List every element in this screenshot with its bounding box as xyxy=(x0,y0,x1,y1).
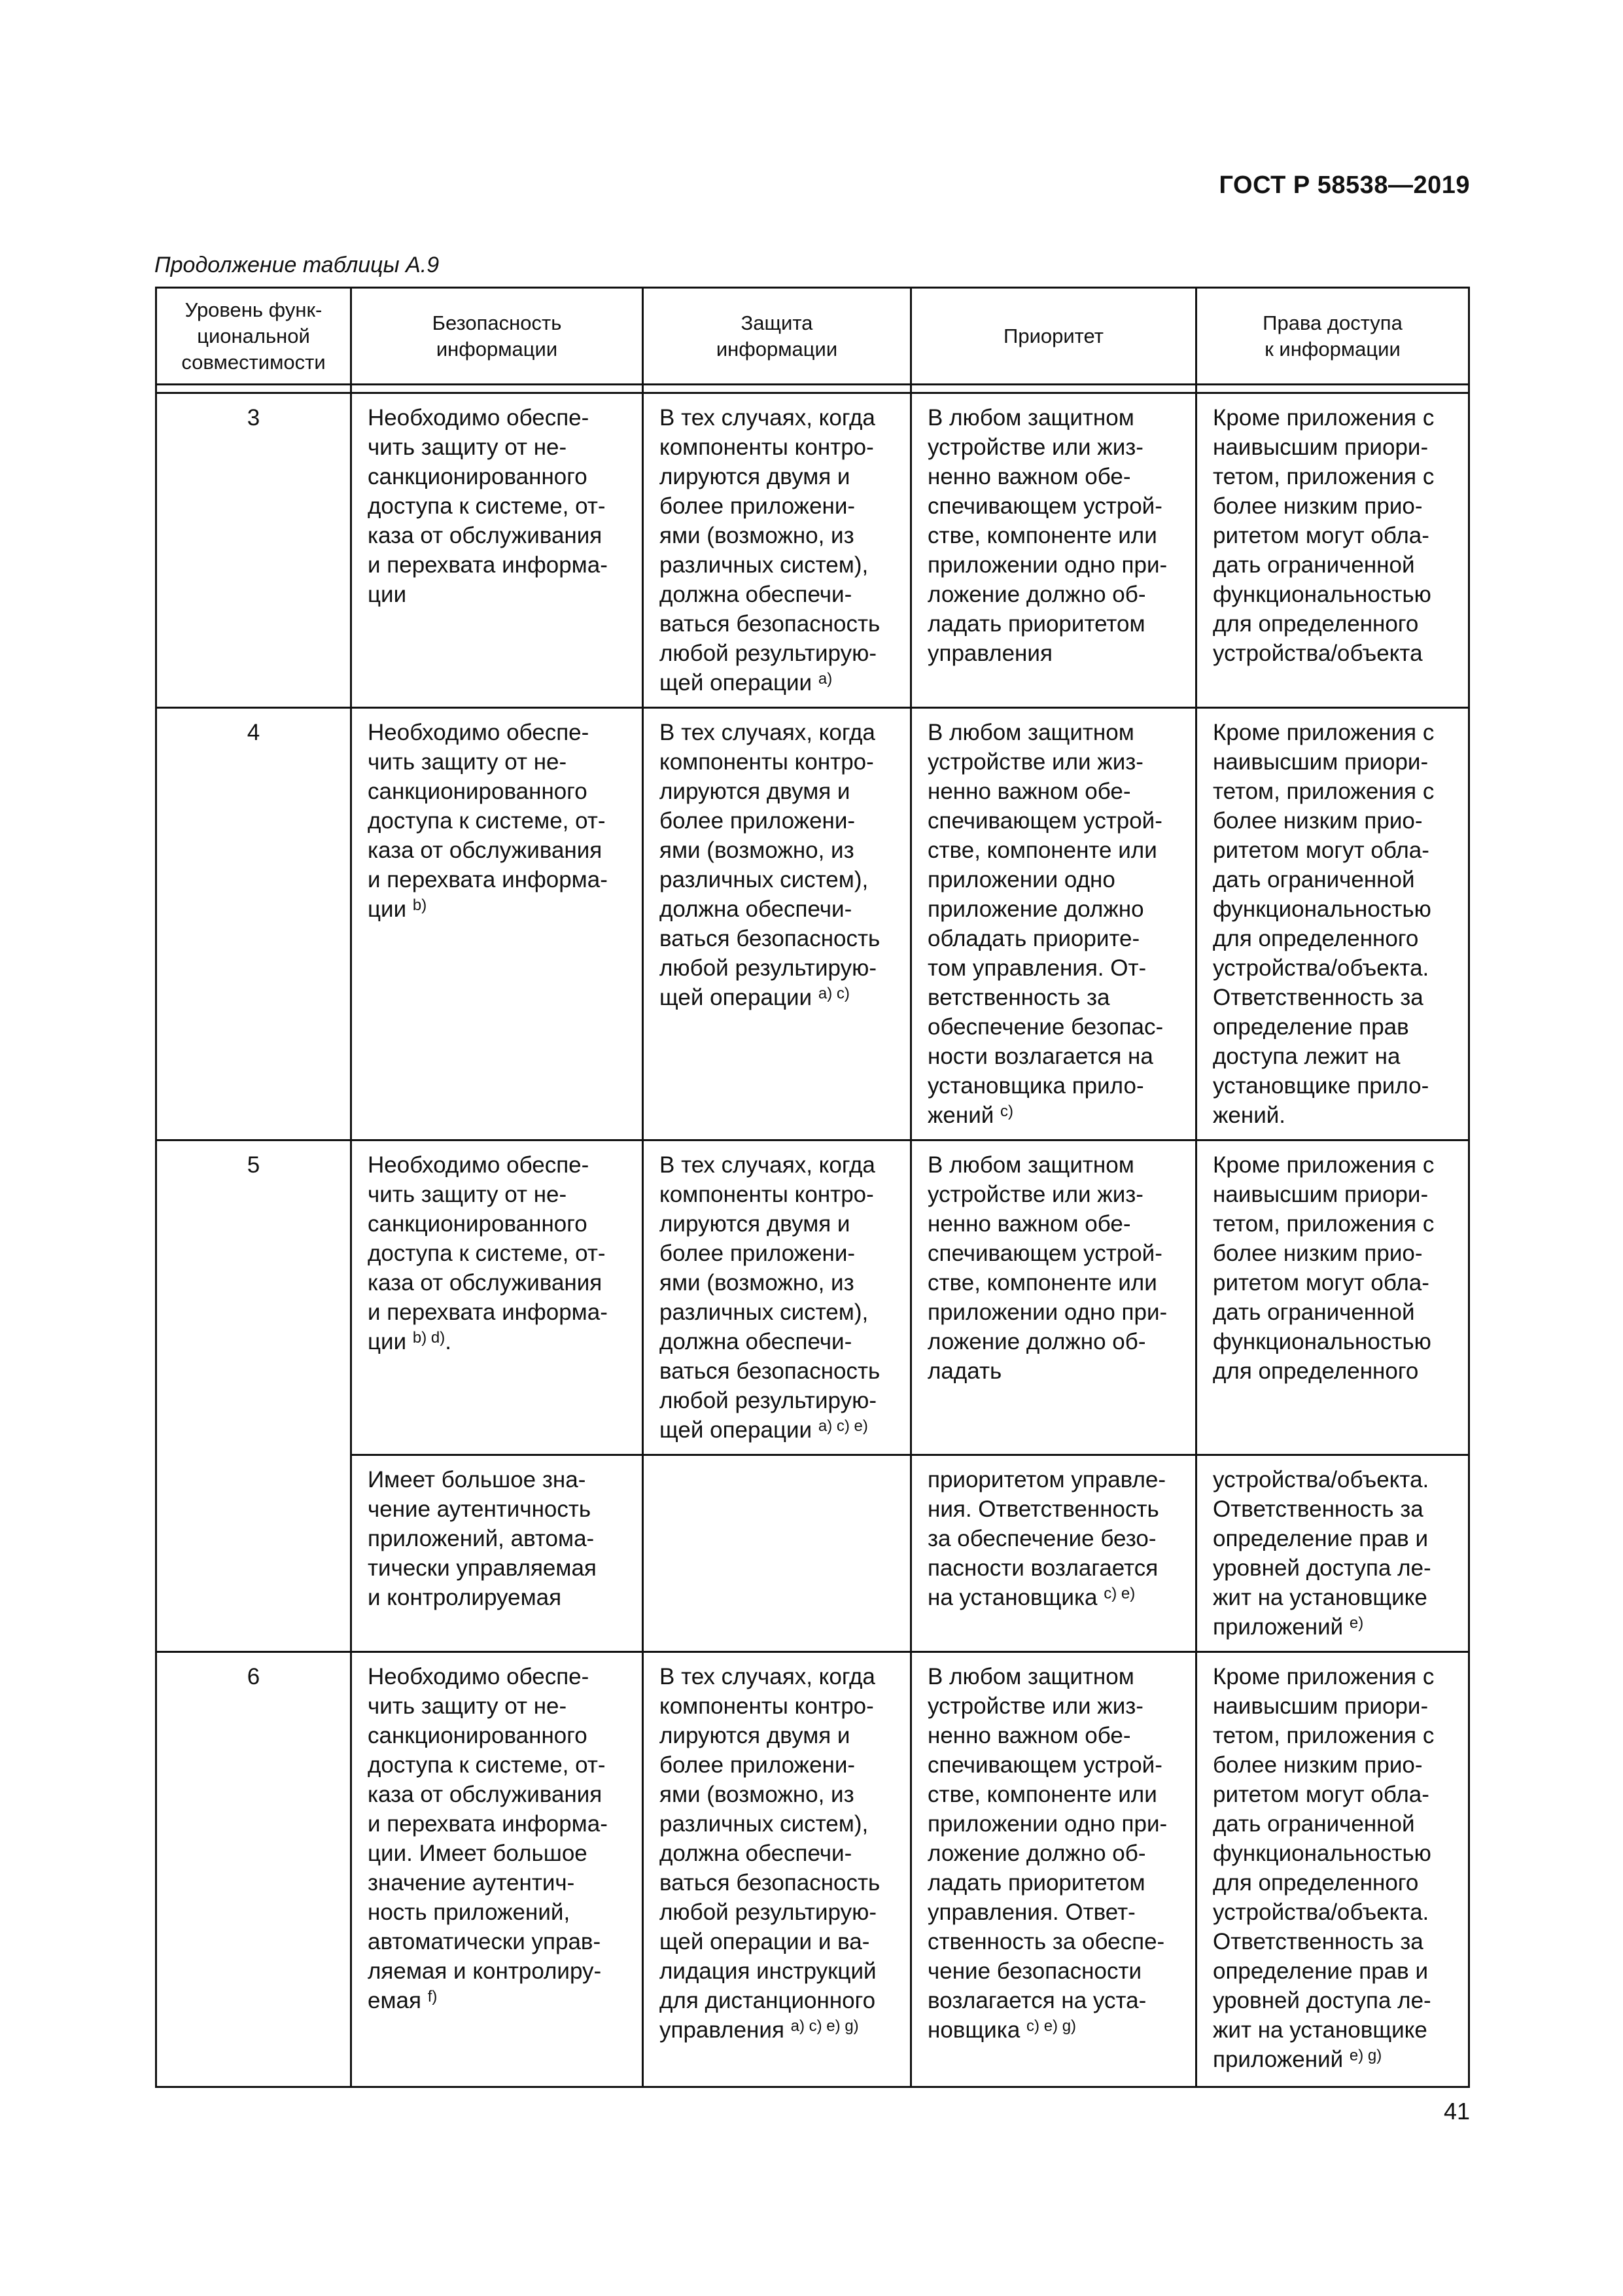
table-row xyxy=(156,393,1469,708)
protection-cell xyxy=(643,393,911,708)
table-caption: Продолжение таблицы А.9 xyxy=(154,253,440,277)
priority-text: В любом защитном устройстве или жиз- ненно важном обе- спечивающем устрой- стве, компоненте или приложении одно при- ложение должно об- ладать xyxy=(928,1152,1168,1384)
security-text: Необходимо обеспе- чить защиту от не- санкционированного доступа к системе, от- каза от обслуживания и перехвата информа- ции xyxy=(368,720,608,922)
compatibility-table xyxy=(155,287,1470,2088)
access-text: Кроме приложения с наивысшим приори- тетом, приложения с более низким прио- ритетом могут обла- дать ограниченной функциональностью для определенного устройства/объекта xyxy=(1213,405,1435,666)
access-text: Кроме приложения с наивысшим приори- тетом, приложения с более низким прио- ритетом могут обла- дать ограниченной функциональностью для определенного устройства/объекта. Ответственность за определение прав доступа лежит на установщике прило- жений. xyxy=(1213,720,1435,1128)
table-row xyxy=(156,1652,1469,2087)
footnote-ref: a) c) e) g) xyxy=(790,2017,859,2035)
security-text: Необходимо обеспе- чить защиту от не- санкционированного доступа к системе, от- каза от обслуживания и перехвата информа- ции. Имеет большое значение аутентич- ность приложений, автоматически управ- ляемая и контролиру- емая xyxy=(368,1664,608,2013)
priority-cell xyxy=(911,1140,1196,1455)
header-protection: Защита информации xyxy=(643,288,911,385)
protection-text: В тех случаях, когда компоненты контро- лируются двумя и более приложени- ями (возможно, из различных систем), должна обеспечи- ваться безопасность любой результирую- щей операции и ва- лидация инструкций для дистанционного управления xyxy=(659,1664,881,2043)
protection-text: В тех случаях, когда компоненты контро- лируются двумя и более приложени- ями (возможно, из различных систем), должна обеспечи- ваться безопасность любой результирую- щей операции xyxy=(659,720,881,1010)
header-level: Уровень функ- циональной совместимости xyxy=(156,288,351,385)
access-cell xyxy=(1196,393,1469,708)
table-row xyxy=(156,1140,1469,1455)
priority-cell xyxy=(911,708,1196,1140)
protection-cell xyxy=(643,708,911,1140)
access-cell xyxy=(1196,708,1469,1140)
protection-cell xyxy=(643,1652,911,2087)
footnote-ref: c) e) g) xyxy=(1026,2017,1077,2035)
security-tail: . xyxy=(445,1329,451,1354)
footnote-ref: e) xyxy=(1349,1614,1364,1632)
security-cell xyxy=(351,1140,643,1455)
access-cell xyxy=(1196,1652,1469,2087)
table-row xyxy=(156,1455,1469,1652)
level-cell: 5 xyxy=(156,1140,351,1652)
priority-cell xyxy=(911,393,1196,708)
security-cell xyxy=(351,1652,643,2087)
access-cell xyxy=(1196,1140,1469,1455)
footnote-ref: c) xyxy=(1000,1103,1014,1120)
access-text: устройства/объекта. Ответственность за определение прав и уровней доступа ле- жит на установщике приложений xyxy=(1213,1467,1431,1640)
priority-text: В любом защитном устройстве или жиз- ненно важном обе- спечивающем устрой- стве, компоненте или приложении одно при- ложение должно об- ладать приоритетом управления xyxy=(928,405,1168,666)
page-number: 41 xyxy=(1443,2098,1470,2125)
protection-cell xyxy=(643,1455,911,1652)
protection-cell xyxy=(643,1140,911,1455)
access-cell xyxy=(1196,1455,1469,1652)
protection-text: В тех случаях, когда компоненты контро- лируются двумя и более приложени- ями (возможно, из различных систем), должна обеспечи- ваться безопасность любой результирую- щей операции xyxy=(659,405,881,696)
security-cell xyxy=(351,1455,643,1652)
security-text: Необходимо обеспе- чить защиту от не- санкционированного доступа к системе, от- каза от обслуживания и перехвата информа- ции xyxy=(368,1152,608,1354)
priority-cell xyxy=(911,1455,1196,1652)
access-text: Кроме приложения с наивысшим приори- тетом, приложения с более низким прио- ритетом могут обла- дать ограниченной функциональностью для определенного xyxy=(1213,1152,1435,1384)
protection-text: В тех случаях, когда компоненты контро- лируются двумя и более приложени- ями (возможно, из различных систем), должна обеспечи- ваться безопасность любой результирую- щей операции xyxy=(659,1152,881,1443)
footnote-ref: a) c) e) xyxy=(818,1417,868,1435)
security-text: Необходимо обеспе- чить защиту от не- санкционированного доступа к системе, от- каза от обслуживания и перехвата информа- ции xyxy=(368,405,608,607)
header-priority: Приоритет xyxy=(911,288,1196,385)
table-row xyxy=(156,708,1469,1140)
footnote-ref: e) g) xyxy=(1349,2047,1382,2064)
footnote-ref: a) c) xyxy=(818,985,850,1002)
footnote-ref: b) d) xyxy=(412,1329,445,1347)
priority-cell xyxy=(911,1652,1196,2087)
level-cell: 3 xyxy=(156,393,351,708)
priority-text: В любом защитном устройстве или жиз- ненно важном обе- спечивающем устрой- стве, компоненте или приложении одно приложение должно обладать приорите- том управления. От- ветственность за обеспечение безопас- ности возлагается на установщика прило- жений xyxy=(928,720,1164,1128)
footnote-ref: b) xyxy=(412,896,427,914)
footnote-ref: c) e) xyxy=(1104,1585,1136,1602)
priority-text: приоритетом управле- ния. Ответственность за обеспечение безо- пасности возлагается на установщика xyxy=(928,1467,1166,1610)
access-text: Кроме приложения с наивысшим приори- тетом, приложения с более низким прио- ритетом могут обла- дать ограниченной функциональностью для определенного устройства/объекта. Ответственность за определение прав и уровней доступа ле- жит на установщике приложений xyxy=(1213,1664,1435,2072)
header-access: Права доступа к информации xyxy=(1196,288,1469,385)
priority-text: В любом защитном устройстве или жиз- ненно важном обе- спечивающем устрой- стве, компоненте или приложении одно при- ложение должно об- ладать приоритетом управления. Ответ- ственность за обеспе- чение безопасности возлагается на уста- новщика xyxy=(928,1664,1168,2043)
level-cell: 6 xyxy=(156,1652,351,2087)
table-header-row xyxy=(156,288,1469,385)
header-security: Безопасность информации xyxy=(351,288,643,385)
document-standard-number: ГОСТ Р 58538—2019 xyxy=(1219,171,1470,199)
footnote-ref: f) xyxy=(427,1988,438,2005)
level-cell: 4 xyxy=(156,708,351,1140)
security-text: Имеет большое зна- чение аутентичность приложений, автома- тически управляемая и контролируемая xyxy=(368,1467,597,1610)
footnote-ref: a) xyxy=(818,670,833,688)
header-separator xyxy=(156,385,1469,393)
security-cell xyxy=(351,708,643,1140)
security-cell xyxy=(351,393,643,708)
